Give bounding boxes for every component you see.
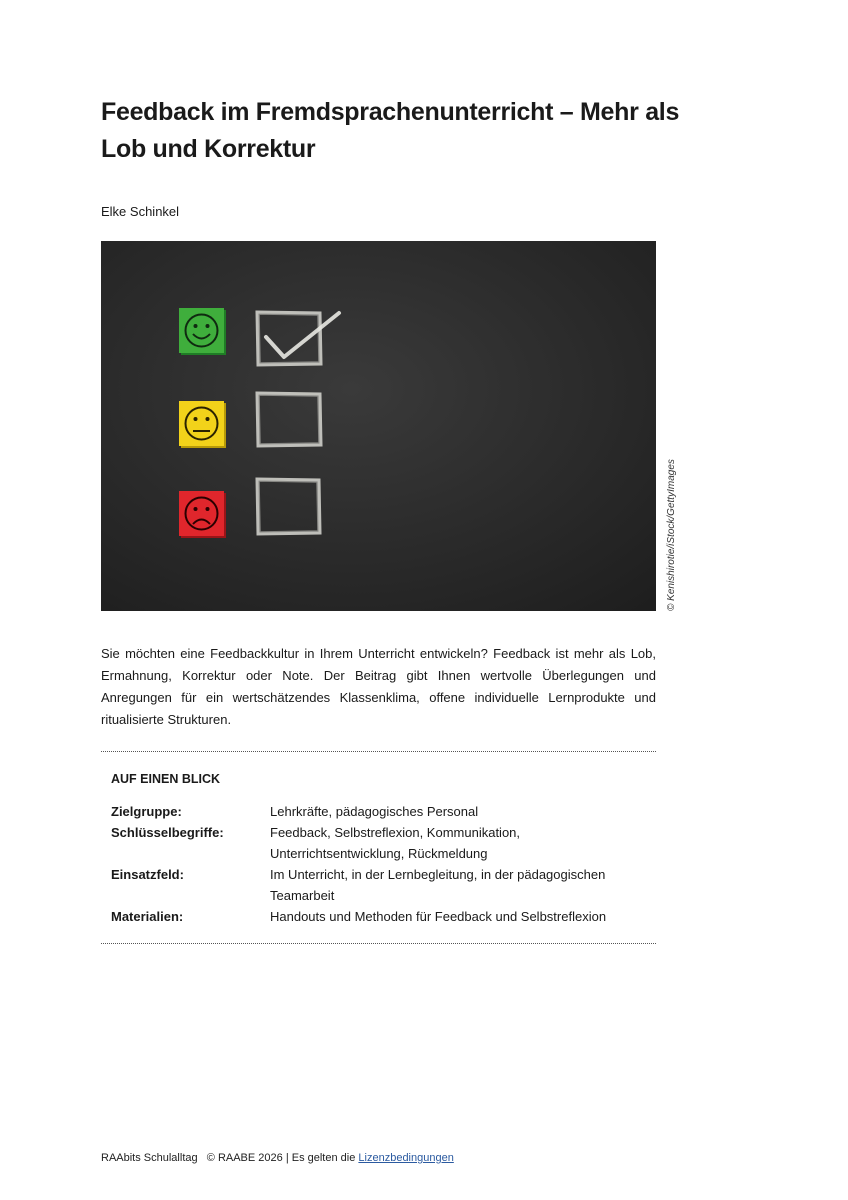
overview-label: Einsatzfeld:	[111, 867, 184, 882]
page-footer	[101, 1152, 454, 1164]
image-credit: © Kenishirotie/iStock/GettyImages	[666, 459, 677, 611]
overview-value: Handouts und Methoden für Feedback und Selbstreflexion	[270, 909, 607, 924]
document-title: Feedback im Fremdsprachenunterricht – Mehr als Lob und Korrektur	[101, 98, 680, 163]
overview-value: Im Unterricht, in der Lernbegleitung, in der pädagogischen Teamarbeit	[270, 867, 606, 903]
smiley-neutral-icon	[179, 401, 226, 448]
footer-series: RAAbits Schulalltag	[101, 1152, 198, 1164]
footer-copyright: © RAABE 2026 | Es gelten die	[206, 1152, 356, 1164]
overview-value: Lehrkräfte, pädagogisches Personal	[270, 804, 479, 819]
author-name: Elke Schinkel	[101, 204, 180, 219]
smiley-happy-icon	[179, 308, 226, 355]
overview-box	[101, 751, 656, 944]
overview-label: Materialien:	[111, 909, 184, 924]
overview-value: Feedback, Selbstreflexion, Kommunikation, Unterrichtsentwicklung, Rückmeldung	[270, 825, 521, 861]
overview-heading: AUF EINEN BLICK	[111, 772, 221, 786]
feedback-chalkboard-photo	[101, 241, 656, 611]
overview-label: Zielgruppe:	[111, 804, 182, 819]
overview-label: Schlüsselbegriffe:	[111, 825, 224, 840]
smiley-sad-icon	[179, 491, 226, 538]
license-link[interactable]: Lizenzbedingungen	[358, 1152, 454, 1164]
intro-paragraph: Sie möchten eine Feedbackkultur in Ihrem Unterricht entwickeln? Feedback ist mehr als Lob, Ermahnung, Korrektur oder Note. Der Beitrag gibt Ihnen wertvolle Überlegungen und Anregungen für ein wertschätzendes Klassenklima, offene individuelle Lernprodukte und ritualisierte Strukturen.	[101, 646, 656, 727]
